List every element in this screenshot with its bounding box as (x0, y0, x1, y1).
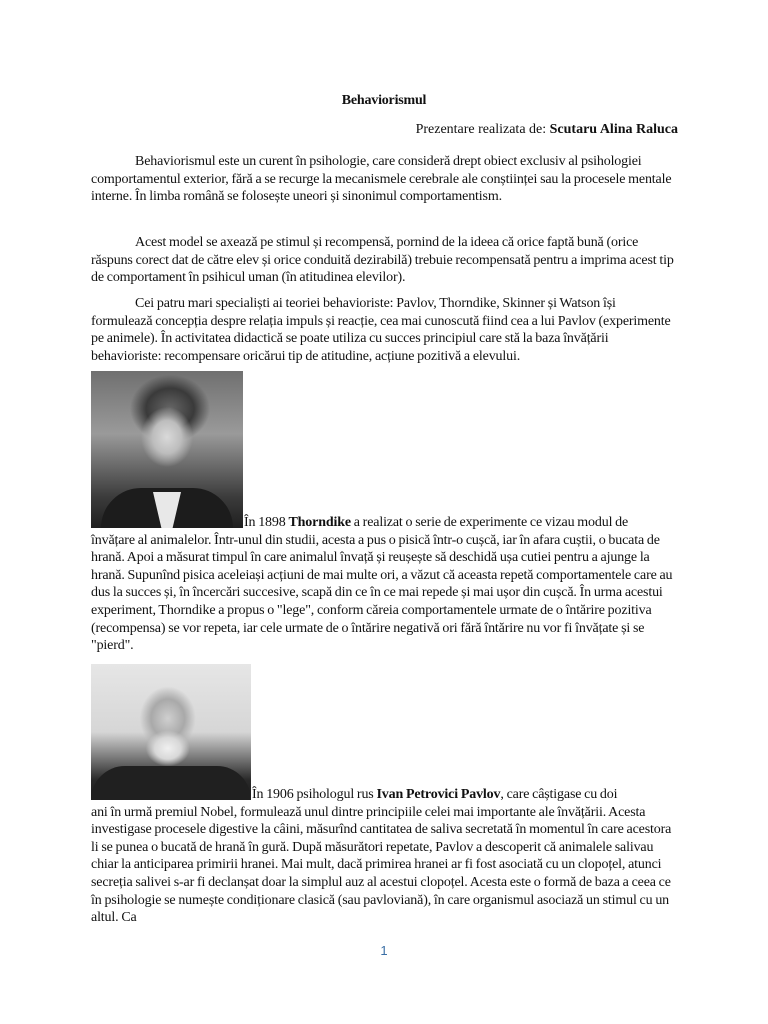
thorndike-body: învățare al animalelor. Într-unul din studii, acesta a pus o pisică într-o cușcă, iar în afara cuștii, o bucata de hrană. Apoi a măsurat timpul în care animalul învață și reușește să deschidă ușa cutiei pentru a ajunge la hrană. Supunînd pisica aceleiași acțiuni de mai multe ori, a văzut că aceasta repetă comportamentele care au dus la succes și, în încercări succesive, scapă din ce în ce mai repede și mai ușor din cușcă. În urma acestui experiment, Thorndike a propus o "lege", conform căreia comportamentele urmate de o întărire pozitiva (recompensa) se vor repeta, iar cele urmate de o întărire negativă ori fără întărire nu vor fi învățate și se "pierd". (91, 532, 673, 654)
pavlov-name: Ivan Petrovici Pavlov (376, 787, 501, 802)
paragraph-thorndike (91, 514, 679, 655)
pavlov-first-line (91, 786, 679, 804)
byline (416, 122, 678, 138)
paragraph-intro: Behaviorismul este un curent în psihologie, care consideră drept obiect exclusiv al psihologiei comportamentul exterior, fără a se recurge la mecanismele cerebrale ale conștiinței sau la procesele mentale interne. În limba română se folosește uneori și sinonimul comportamentism. (91, 154, 672, 205)
byline-author: Scutaru Alina Raluca (549, 122, 678, 137)
thorndike-name: Thorndike (288, 515, 351, 530)
paragraph-model: Acest model se axează pe stimul și recompensă, pornind de la ideea că orice faptă bună (orice răspuns corect dat de către elev și orice conduită dezirabilă) trebuie recompensată pentru a imprima acest tip de comportament în psihicul uman (în atitudinea elevilor). (91, 235, 674, 286)
byline-prefix: Prezentare realizata de: (415, 122, 550, 137)
thorndike-first-rest: a realizat o serie de experimente ce vizau modul de (350, 515, 629, 530)
pavlov-body: ani în urmă premiul Nobel, formulează unul dintre principiile celei mai importante ale învățării. Acesta investigase procesele digestive la câini, măsurînd cantitatea de saliva secretată în momentul în care acestora li se punea o bucată de hrană în gură. După măsurători repetate, Pavlov a descoperit că animalele salivau chiar la anticiparea primirii hranei. Mai mult, dacă primirea hranei ar fi fost asociată cu un clopoțel, atunci secreția salivei s-ar fi declanșat doar la simplul auz al acestui clopoțel. Acesta este o formă de baza a ceea ce în psihologie se numește condiționare clasică (sau pavloviană), în care organismul asociază un stimul cu un altul. Ca (91, 804, 672, 926)
paragraph-pavlov (91, 786, 679, 927)
page-number: 1 (380, 943, 388, 958)
thorndike-first-line (91, 514, 679, 532)
pavlov-lead: În 1906 psihologul rus (252, 787, 377, 802)
pavlov-first-rest: , care câștigase cu doi (500, 787, 618, 802)
document-title: Behaviorismul (341, 93, 427, 108)
pavlov-portrait-photo (91, 664, 251, 800)
thorndike-lead: În 1898 (244, 515, 289, 530)
paragraph-specialists: Cei patru mari specialiști ai teoriei behavioriste: Pavlov, Thorndike, Skinner și Watson își formulează concepția despre relația impuls și reacție, cea mai cunoscută fiind cea a lui Pavlov (experimente pe animele). În activitatea didactică se poate utiliza cu succes principiul care stă la baza învățării behavioriste: recompensare oricărui tip de atitudine, acțiune pozitivă a elevului. (91, 296, 671, 364)
thorndike-portrait-photo (91, 371, 243, 528)
